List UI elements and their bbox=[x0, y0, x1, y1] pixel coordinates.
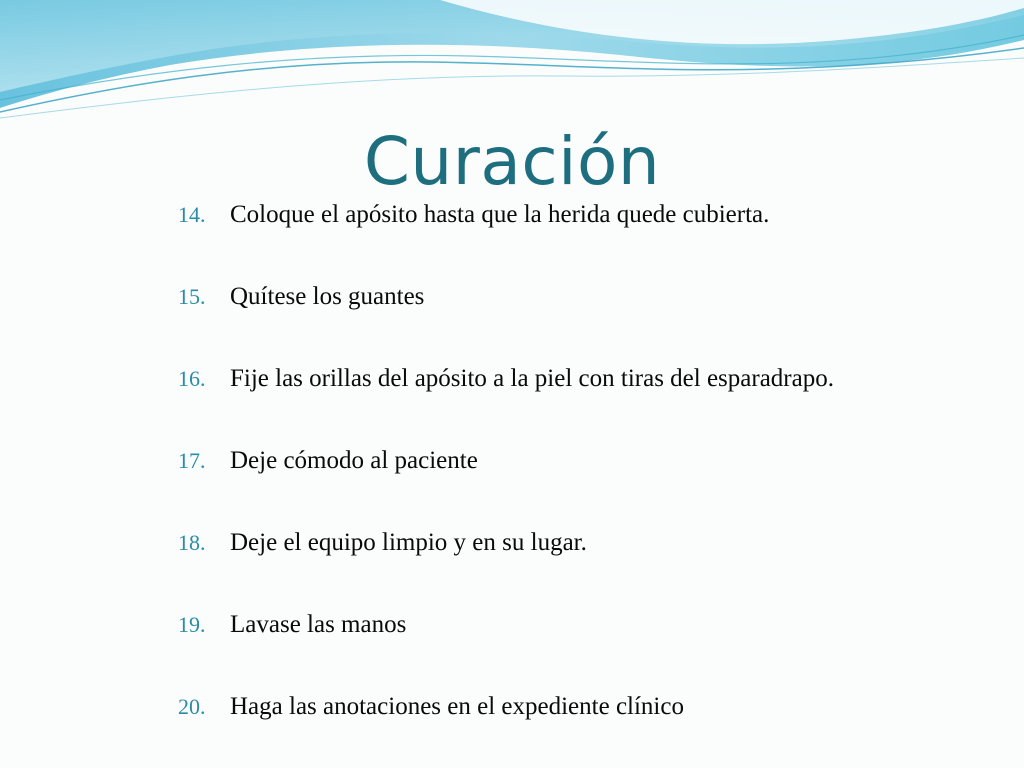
list-item bbox=[0, 190, 1024, 240]
step-text: Quítese los guantes bbox=[230, 283, 425, 310]
step-number: 18. bbox=[178, 530, 206, 555]
list-item bbox=[0, 518, 1024, 568]
list-item bbox=[0, 436, 1024, 486]
step-number: 14. bbox=[178, 202, 206, 227]
step-number: 15. bbox=[178, 284, 206, 309]
step-number: 16. bbox=[178, 366, 206, 391]
step-number: 19. bbox=[178, 612, 206, 637]
step-number: 17. bbox=[178, 448, 206, 473]
step-text: Deje cómodo al paciente bbox=[230, 447, 478, 474]
list-item bbox=[0, 600, 1024, 650]
wave-header-decoration bbox=[0, 0, 1024, 130]
step-text: Lavase las manos bbox=[230, 611, 407, 638]
step-text: Fije las orillas del apósito a la piel con tiras del esparadrapo. bbox=[230, 365, 834, 392]
step-text: Coloque el apósito hasta que la herida quede cubierta. bbox=[230, 201, 770, 228]
list-item bbox=[0, 354, 1024, 404]
slide-title: Curación bbox=[363, 123, 661, 200]
step-text: Haga las anotaciones en el expediente clínico bbox=[230, 693, 684, 720]
step-text: Deje el equipo limpio y en su lugar. bbox=[230, 529, 587, 556]
step-number: 20. bbox=[178, 694, 206, 719]
list-item bbox=[0, 682, 1024, 732]
list-item bbox=[0, 272, 1024, 322]
